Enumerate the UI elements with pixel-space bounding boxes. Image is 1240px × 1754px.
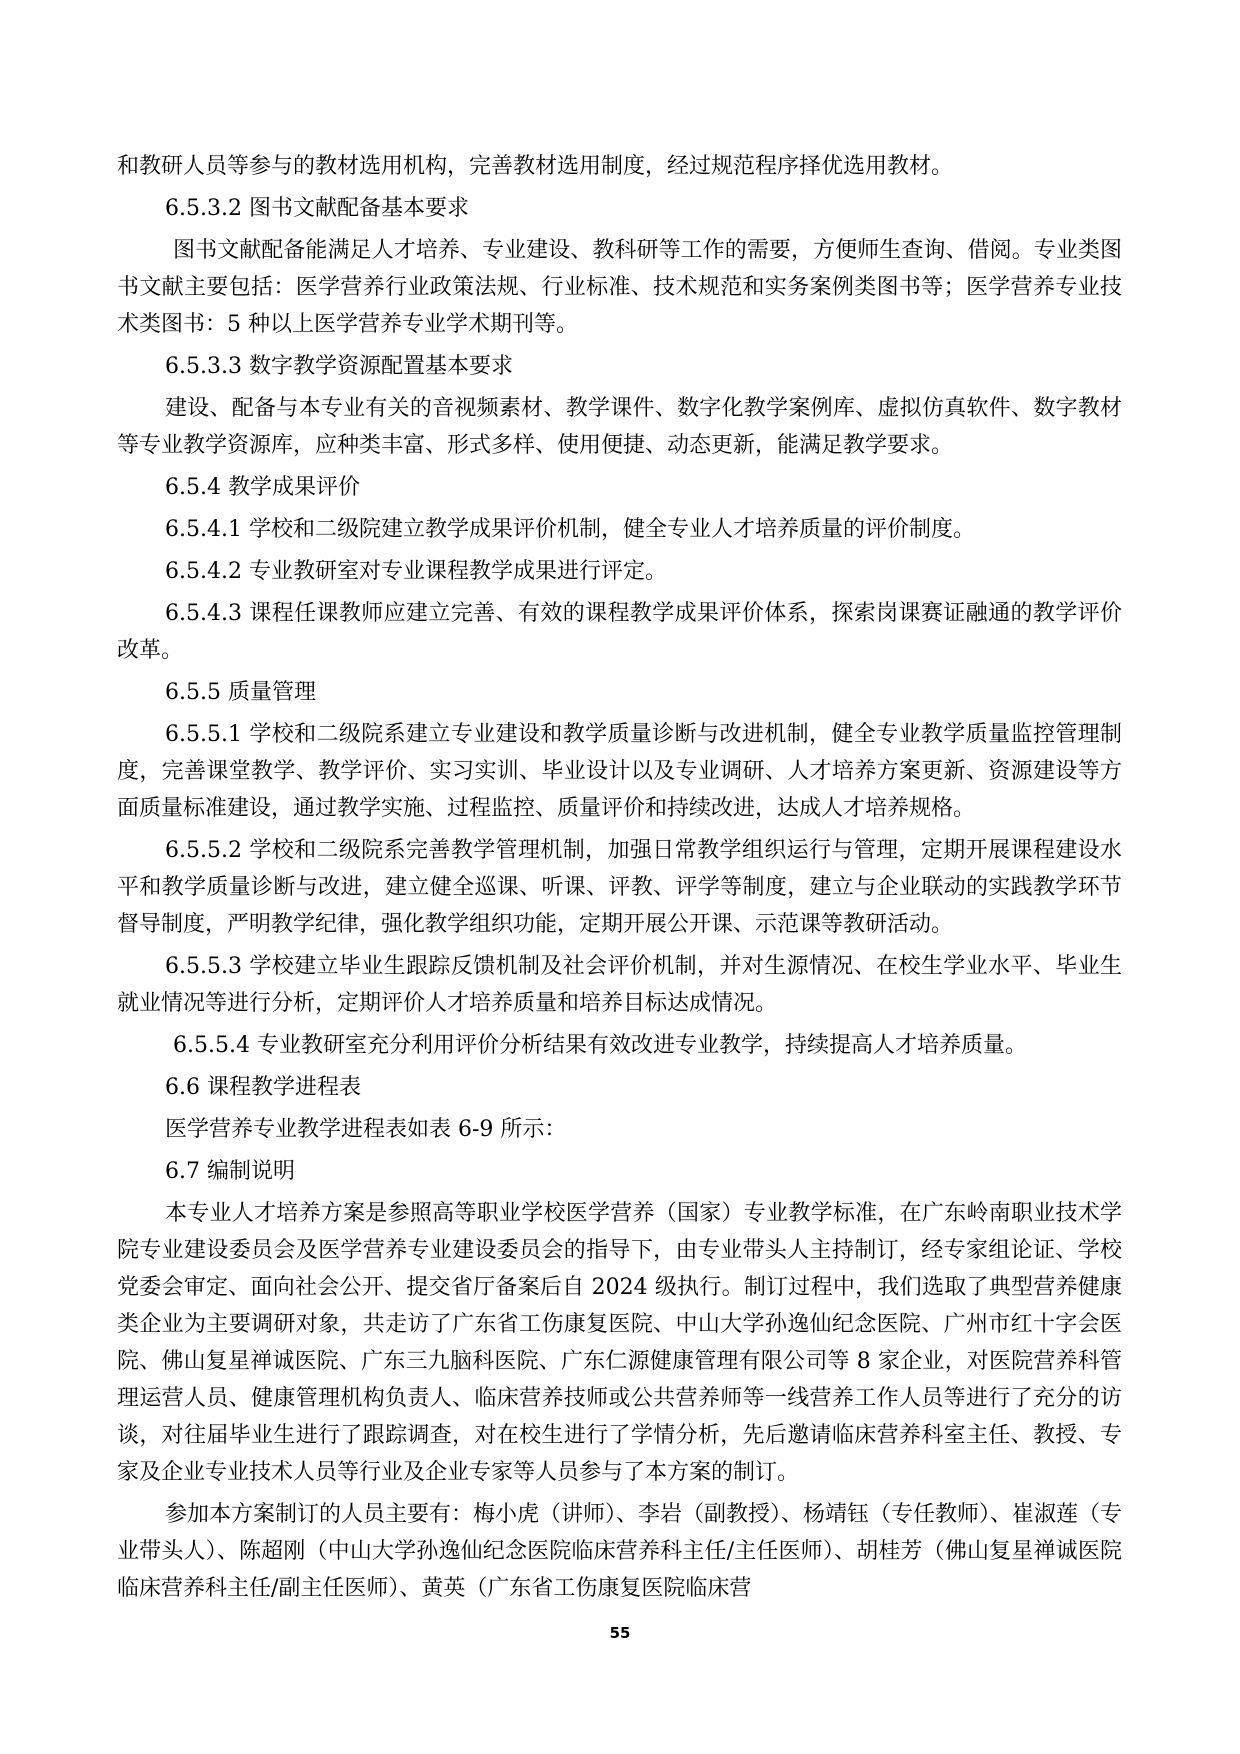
paragraph: 本专业人才培养方案是参照高等职业学校医学营养（国家）专业教学标准，在广东岭南职业技术学院专业建设委员会及医学营养专业建设委员会的指导下，由专业带头人主持制订，经专家组论证、学校党委会审定、面向社会公开、提交省厅备案后自 2024 级执行。制订过程中，我们选取了典型营养健康类企业为主要调研对象，共走访了广东省工伤康复医院、中山大学孙逸仙纪念医院、广州市红十字会医院、佛山复星禅诚医院、广东三九脑科医院、广东仁源健康管理有限公司等 8 家企业，对医院营养科管理运营人员、健康管理机构负责人、临床营养技师或公共营养师等一线营养工作人员等进行了充分的访谈，对往届毕业生进行了跟踪调查，对在校生进行了学情分析，先后邀请临床营养科室主任、教授、专家及企业专业技术人员等行业及企业专家等人员参与了本方案的制订。 [117, 1201, 1122, 1485]
paragraph: 6.5.5.3 学校建立毕业生跟踪反馈机制及社会评价机制，并对生源情况、在校生学业水平、毕业生就业情况等进行分析，定期评价人才培养质量和培养目标达成情况。 [117, 954, 1122, 1016]
paragraph: 建设、配备与本专业有关的音视频素材、教学课件、数字化教学案例库、虚拟仿真软件、数字教材等专业教学资源库，应种类丰富、形式多样、使用便捷、动态更新，能满足教学要求。 [117, 396, 1122, 458]
paragraph: 6.5.5.2 学校和二级院系完善教学管理机制，加强日常教学组织运行与管理，定期开展课程建设水平和教学质量诊断与改进，建立健全巡课、听课、评教、评学等制度，建立与企业联动的实践教学环节督导制度，严明教学纪律，强化教学组织功能，定期开展公开课、示范课等教研活动。 [117, 838, 1122, 937]
paragraph: 6.5.3.3 数字教学资源配置基本要求 [165, 354, 513, 379]
paragraph: 6.5.4.3 课程任课教师应建立完善、有效的课程教学成果评价体系，探索岗课赛证融通的教学评价改革。 [117, 601, 1122, 663]
paragraph: 6.5.4 教学成果评价 [165, 475, 360, 500]
paragraph: 6.5.4.2 专业教研室对专业课程教学成果进行评定。 [165, 559, 667, 584]
paragraph: 医学营养专业教学进程表如表 6-9 所示： [165, 1117, 567, 1142]
paragraph: 6.5.5.1 学校和二级院系建立专业建设和教学质量诊断与改进机制，健全专业教学质量监控管理制度，完善课堂教学、教学评价、实习实训、毕业设计以及专业调研、人才培养方案更新、资源建设等方面质量标准建设，通过教学实施、过程监控、质量评价和持续改进，达成人才培养规格。 [117, 722, 1122, 821]
page-number: 55 [609, 1624, 631, 1642]
document-body [117, 148, 1122, 1612]
paragraph: 6.5.5.4 专业教研室充分利用评价分析结果有效改进专业教学，持续提高人才培养质量。 [173, 1033, 1027, 1058]
paragraph: 和教研人员等参与的教材选用机构，完善教材选用制度，经过规范程序择优选用教材。 [117, 154, 954, 179]
paragraph: 图书文献配备能满足人才培养、专业建设、教科研等工作的需要，方便师生查询、借阅。专业类图书文献主要包括：医学营养行业政策法规、行业标准、技术规范和实务案例类图书等；医学营养专业技术类图书：5 种以上医学营养专业学术期刊等。 [117, 238, 1122, 337]
paragraph: 参加本方案制订的人员主要有：梅小虎（讲师）、李岩（副教授）、杨靖钰（专任教师）、崔淑莲（专业带头人）、陈超刚（中山大学孙逸仙纪念医院临床营养科主任/主任医师）、胡桂芳（佛山复星禅诚医院临床营养科主任/副主任医师）、黄英（广东省工伤康复医院临床营 [117, 1502, 1123, 1601]
paragraph: 6.5.5 质量管理 [165, 680, 316, 705]
paragraph: 6.7 编制说明 [165, 1159, 295, 1184]
paragraph: 6.5.4.1 学校和二级院建立教学成果评价机制，健全专业人才培养质量的评价制度。 [165, 517, 975, 542]
paragraph: 6.5.3.2 图书文献配备基本要求 [165, 196, 469, 221]
paragraph: 6.6 课程教学进程表 [165, 1075, 361, 1100]
